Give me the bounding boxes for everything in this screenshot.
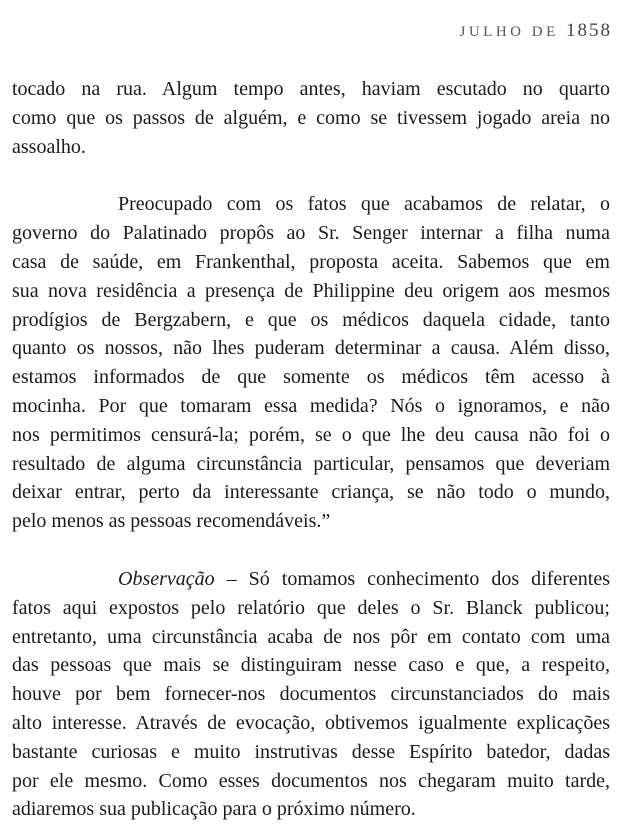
text-line: fatos aqui expostos pelo relatório que deles o Sr. Blanck publicou; xyxy=(12,596,610,619)
observation-first-line: – Só tomamos conhecimento dos diferentes xyxy=(214,567,610,590)
text-line: bastante curiosas e muito instrutivas desse Espírito batedor, dadas xyxy=(12,740,610,763)
text-line: governo do Palatinado propôs ao Sr. Senger internar a filha numa xyxy=(12,222,610,245)
text-line: houve por bem fornecer-nos documentos circunstanciados do mais xyxy=(12,683,610,706)
text-line: adiaremos sua publicação para o próximo número. xyxy=(12,798,416,821)
text-line: casa de saúde, em Frankenthal, proposta aceita. Sabemos que em xyxy=(12,250,610,273)
body-text xyxy=(12,75,610,824)
text-line: por ele mesmo. Como esses documentos nos chegaram muito tarde, xyxy=(12,769,610,792)
text-line: Preocupado com os fatos que acabamos de relatar, o xyxy=(118,193,610,216)
text-line: tocado na rua. Algum tempo antes, haviam escutado no quarto xyxy=(12,78,610,100)
paragraph-3 xyxy=(12,565,610,824)
running-head-title: JULHO DE xyxy=(459,24,559,40)
text-line: mocinha. Por que tomaram essa medida? Nós o ignoramos, e não xyxy=(12,394,610,417)
text-line: nos permitimos censurá-la; porém, se o que lhe deu causa não foi o xyxy=(12,423,610,446)
text-line: sua nova residência a presença de Philippine deu origem aos mesmos xyxy=(12,279,610,302)
paragraph-2 xyxy=(12,190,610,536)
text-line: deixar entrar, perto da interessante criança, se não todo o mundo, xyxy=(12,481,610,504)
text-line: quanto os nossos, não lhes puderam determinar a causa. Além disso, xyxy=(12,337,610,360)
text-line: prodígios de Bergzabern, e que os médicos daquela cidade, tanto xyxy=(12,308,610,331)
text-line: como que os passos de alguém, e como se tivessem jogado areia no xyxy=(12,106,610,129)
text-line: estamos informados de que somente os médicos têm acesso à xyxy=(12,366,610,389)
text-line: pelo menos as pessoas recomendáveis.” xyxy=(12,510,331,533)
text-line: entretanto, uma circunstância acaba de nos pôr em contato com uma xyxy=(12,625,610,648)
text-line xyxy=(12,565,610,594)
running-head-year: 1858 xyxy=(566,20,612,41)
paragraph-gap xyxy=(12,536,610,565)
text-line: resultado de alguma circunstância particular, pensamos que deveriam xyxy=(12,452,610,475)
text-line: assoalho. xyxy=(12,135,86,158)
paragraph-gap xyxy=(12,161,610,190)
running-head xyxy=(460,20,613,42)
text-line: alto interesse. Através de evocação, obtivemos igualmente explicações xyxy=(12,711,610,734)
observation-label: Observação xyxy=(118,567,215,590)
paragraph-1 xyxy=(12,75,610,161)
text-line: das pessoas que mais se distinguiram nesse caso e que, a respeito, xyxy=(12,654,610,677)
